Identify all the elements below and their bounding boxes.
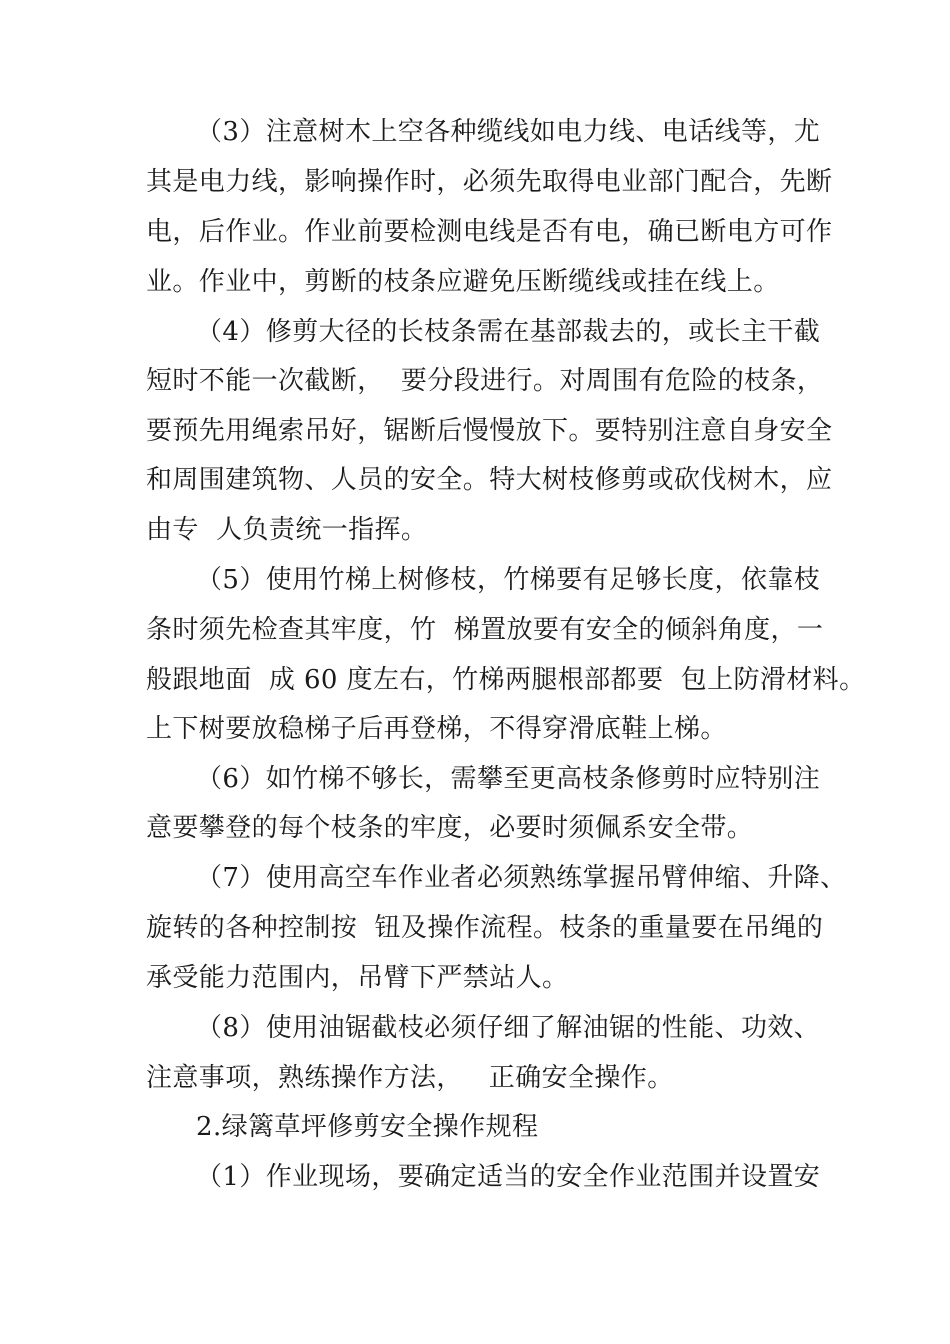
paragraph-5-line-2: 条时须先检查其牢度，竹 梯置放要有安全的倾斜角度，一 bbox=[146, 615, 824, 645]
paragraph-7-line-3: 承受能力范围内，吊臂下严禁站人。 bbox=[146, 963, 569, 993]
section-heading: 2.绿篱草坪修剪安全操作规程 bbox=[196, 1112, 539, 1142]
paragraph-8-line-1: （8）使用油锯截枝必须仔细了解油锯的性能、功效、 bbox=[196, 1013, 821, 1043]
paragraph-4-line-3: 要预先用绳索吊好，锯断后慢慢放下。要特别注意自身安全 bbox=[146, 416, 833, 446]
paragraph-8-line-2: 注意事项，熟练操作方法， 正确安全操作。 bbox=[146, 1063, 674, 1093]
section-item-1-line-1: （1）作业现场，要确定适当的安全作业范围并设置安 bbox=[196, 1162, 821, 1192]
paragraph-4-line-5: 由专 人负责统一指挥。 bbox=[146, 515, 428, 545]
paragraph-3-line-1: （3）注意树木上空各种缆线如电力线、电话线等，尤 bbox=[196, 117, 821, 147]
paragraph-6-line-2: 意要攀登的每个枝条的牢度，必要时须佩系安全带。 bbox=[146, 813, 754, 843]
paragraph-5-line-4: 上下树要放稳梯子后再登梯，不得穿滑底鞋上梯。 bbox=[146, 714, 727, 744]
paragraph-3-line-2: 其是电力线，影响操作时，必须先取得电业部门配合，先断 bbox=[146, 167, 833, 197]
paragraph-5-line-1: （5）使用竹梯上树修枝，竹梯要有足够长度，依靠枝 bbox=[196, 565, 821, 595]
paragraph-7-line-1: （7）使用高空车作业者必须熟练掌握吊臂伸缩、升降、 bbox=[196, 863, 847, 893]
paragraph-3-line-3: 电，后作业。作业前要检测电线是否有电，确已断电方可作 bbox=[146, 217, 833, 247]
paragraph-3-line-4: 业。作业中，剪断的枝条应避免压断缆线或挂在线上。 bbox=[146, 267, 780, 297]
paragraph-7-line-2: 旋转的各种控制按 钮及操作流程。枝条的重量要在吊绳的 bbox=[146, 913, 824, 943]
paragraph-4-line-1: （4）修剪大径的长枝条需在基部裁去的，或长主干截 bbox=[196, 317, 821, 347]
paragraph-6-line-1: （6）如竹梯不够长，需攀至更高枝条修剪时应特别注 bbox=[196, 764, 821, 794]
paragraph-5-line-3: 般跟地面 成 60 度左右，竹梯两腿根部都要 包上防滑材料。 bbox=[146, 665, 866, 695]
paragraph-4-line-2: 短时不能一次截断， 要分段进行。对周围有危险的枝条， bbox=[146, 366, 824, 396]
paragraph-4-line-4: 和周围建筑物、人员的安全。特大树枝修剪或砍伐树木，应 bbox=[146, 465, 833, 495]
